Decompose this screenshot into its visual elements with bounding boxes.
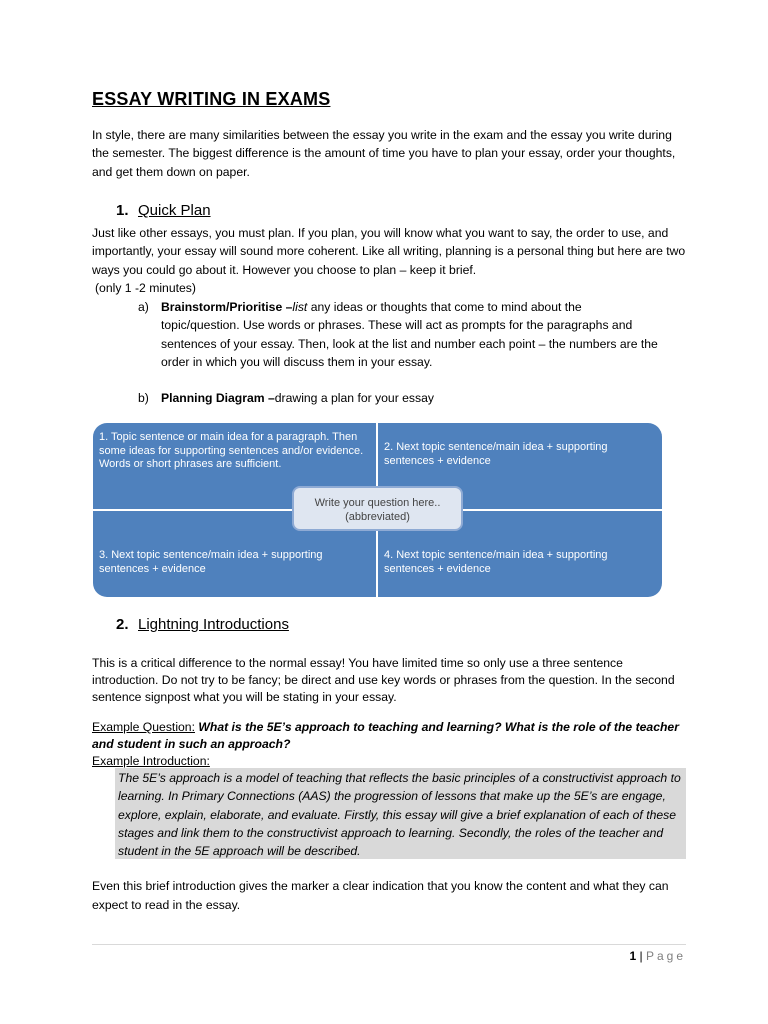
- planning-diagram: [93, 423, 662, 597]
- diagram-quadrant-4: 4. Next topic sentence/main idea + supporting sentences + evidence: [378, 511, 662, 597]
- center-line-2: (abbreviated): [345, 511, 410, 523]
- example-question-label: Example Question:: [92, 720, 195, 734]
- lightning-paragraph: This is a critical difference to the normal essay! You have limited time so only use a three sentence introduction. Do not try to be fancy; be direct and use key words or phrases from the question. In the second sentence signpost what you will be stating in your essay.: [92, 656, 675, 704]
- diagram-quadrant-1: 1. Topic sentence or main idea for a paragraph. Then some ideas for supporting sentences and/or evidence. Words or short phrases are sufficient.: [93, 423, 376, 509]
- time-note: (only 1 -2 minutes): [95, 281, 196, 295]
- footer-divider: [92, 944, 686, 945]
- section-heading-lightning-introductions: [116, 616, 289, 633]
- item-a-marker: a): [138, 300, 149, 314]
- example-question-text: What is the 5E’s approach to teaching and learning? What is the role of the teacher and student in such an approach?: [92, 720, 679, 751]
- section-number: 2.: [116, 616, 129, 633]
- example-intro-text: The 5E’s approach is a model of teaching that reflects the basic principles of a constructivist approach to learning. In Primary Connections (AAS) the progression of lessons that make up the 5E’s are engage, explore, explain, elaborate, and evaluate. Firstly, this essay will give a brief explanation of each of these stages and link them to the constructivist approach to learning. Secondly, the roles of the teacher and student in the 5E approach will be described.: [118, 771, 681, 859]
- example-intro-label: Example Introduction:: [92, 754, 210, 768]
- closing-paragraph: Even this brief introduction gives the marker a clear indication that you know the content and what they can expect to read in the essay.: [92, 879, 669, 912]
- page-separator: |: [636, 949, 646, 963]
- item-b-label: Planning Diagram –: [161, 391, 275, 405]
- intro-paragraph: In style, there are many similarities between the essay you write in the exam and the essay you write during the semester. The biggest difference is the amount of time you have to plan your essay, order your thoughts, and get them down on paper.: [92, 128, 676, 179]
- page-title: ESSAY WRITING IN EXAMS: [92, 89, 331, 109]
- diagram-quadrant-3: 3. Next topic sentence/main idea + supporting sentences + evidence: [93, 511, 376, 597]
- page-word: Page: [645, 949, 686, 963]
- page-footer: [600, 949, 686, 963]
- item-a-line1: any ideas or thoughts that come to mind about the: [307, 300, 582, 314]
- example-question: [92, 719, 682, 752]
- item-b-text: [161, 389, 434, 407]
- diagram-quadrant-2: 2. Next topic sentence/main idea + supporting sentences + evidence: [378, 423, 662, 509]
- page-number: 1: [629, 949, 637, 963]
- diagram-center-question: [292, 486, 463, 531]
- section-heading-quick-plan: [116, 202, 211, 219]
- item-b-desc: drawing a plan for your essay: [274, 391, 434, 405]
- center-line-1: Write your question here..: [314, 497, 441, 509]
- item-b-marker: b): [138, 391, 149, 405]
- section-title: Lightning Introductions: [138, 616, 289, 633]
- quick-plan-paragraph: Just like other essays, you must plan. If you plan, you will know what you want to say, the order to use, and importantly, your essay will sound more coherent. Like all writing, planning is a personal thing but here are two ways you could go about it. However you choose to plan – keep it brief.: [92, 226, 686, 277]
- section-title: Quick Plan: [138, 202, 211, 219]
- section-number: 1.: [116, 202, 129, 219]
- item-a-text: [161, 298, 681, 371]
- item-a-label-italic: list: [292, 300, 308, 314]
- item-a-rest: topic/question. Use words or phrases. These will act as prompts for the paragraphs and sentences of your essay. Then, look at the list and number each point – the numbers are the order in which you will discuss them in your essay.: [161, 318, 658, 369]
- item-a-label: Brainstorm/Prioritise –: [161, 300, 293, 314]
